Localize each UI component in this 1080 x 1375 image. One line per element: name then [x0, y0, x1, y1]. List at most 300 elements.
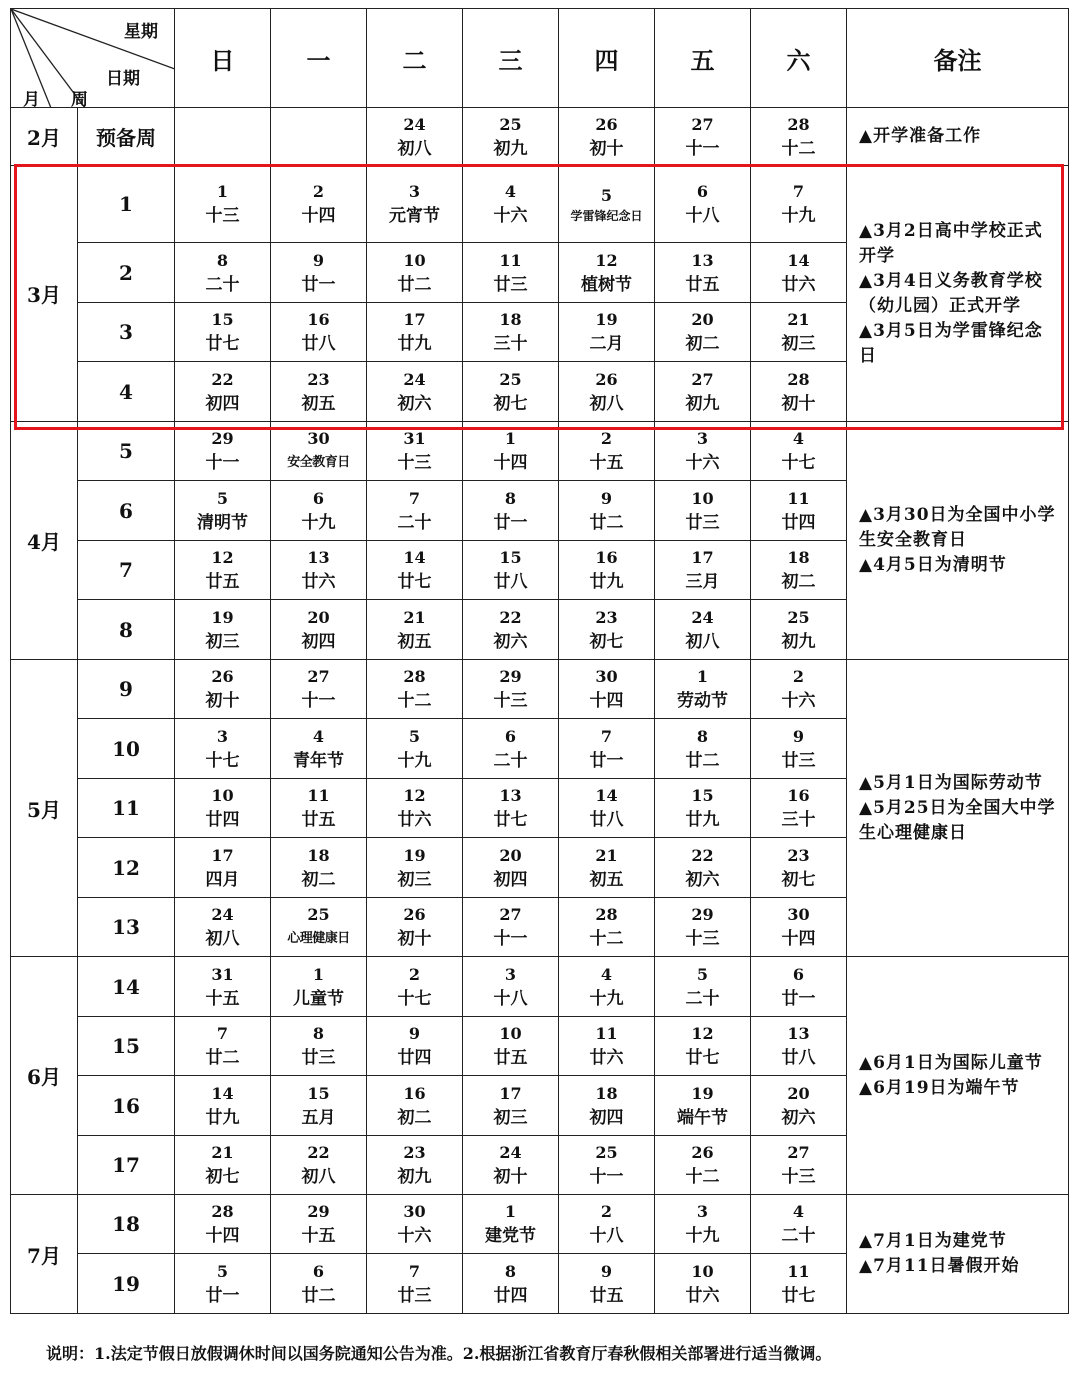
- lunar-date: 三月: [685, 572, 720, 592]
- week-row: [11, 1195, 1069, 1254]
- day-number: 13: [499, 786, 522, 805]
- lunar-date: 十三: [205, 206, 240, 226]
- day-number: 7: [600, 726, 613, 746]
- lunar-date: 廿三: [781, 750, 816, 771]
- day-number: 28: [403, 667, 426, 686]
- lunar-date: 十一: [685, 138, 720, 159]
- lunar-date: 初四: [589, 1107, 624, 1128]
- day-cell: [655, 898, 751, 957]
- week-number: 19: [78, 1254, 175, 1314]
- day-cell: [175, 1195, 271, 1254]
- lunar-date: 廿八: [493, 572, 528, 592]
- day-cell: [271, 719, 367, 779]
- day-number: 19: [211, 607, 234, 627]
- day-number: 4: [504, 182, 517, 201]
- lunar-date: 廿六: [685, 1285, 720, 1306]
- note-item: ▲3月2日高中学校正式开学: [859, 220, 1043, 266]
- day-number: 14: [211, 1083, 234, 1103]
- week-number: 2: [78, 243, 175, 303]
- lunar-date: 廿三: [397, 1285, 432, 1306]
- header-day-sun: 日: [175, 9, 271, 108]
- month-notes: [847, 660, 1069, 957]
- day-cell: [271, 422, 367, 481]
- lunar-date: 十六: [493, 206, 528, 226]
- lunar-date: 五月: [301, 1107, 336, 1128]
- day-cell: [271, 541, 367, 600]
- day-number: 10: [403, 250, 426, 270]
- day-cell: [175, 898, 271, 957]
- day-cell: [559, 541, 655, 600]
- day-number: 12: [691, 1024, 714, 1043]
- header-day-sat: 六: [751, 9, 847, 108]
- day-number: 3: [504, 964, 517, 984]
- day-cell: [751, 1136, 847, 1195]
- lunar-date: 廿一: [781, 988, 816, 1009]
- lunar-date: 廿三: [301, 1048, 336, 1068]
- lunar-date: 廿三: [493, 274, 528, 295]
- day-cell: [751, 481, 847, 541]
- lunar-date: 廿五: [301, 810, 336, 830]
- lunar-date: 十三: [685, 929, 720, 949]
- week-number: 11: [78, 779, 175, 838]
- day-number: 9: [312, 250, 325, 270]
- day-cell: [655, 779, 751, 838]
- lunar-date: 十八: [685, 206, 720, 226]
- lunar-date: 十八: [493, 988, 528, 1009]
- day-cell: [751, 600, 847, 660]
- day-number: 8: [696, 726, 709, 746]
- day-cell: [367, 898, 463, 957]
- lunar-date: 廿四: [397, 1048, 432, 1068]
- day-cell: [655, 719, 751, 779]
- day-number: 15: [307, 1083, 330, 1103]
- header-day-fri: 五: [655, 9, 751, 108]
- lunar-date: 十三: [781, 1167, 816, 1187]
- day-number: 21: [595, 845, 618, 865]
- day-number: 29: [691, 905, 714, 924]
- lunar-date: 初十: [781, 393, 816, 414]
- day-cell: [559, 1076, 655, 1136]
- week-number: 15: [78, 1017, 175, 1076]
- lunar-date: 十四: [493, 453, 528, 473]
- day-number: 17: [403, 310, 426, 329]
- lunar-date: 廿一: [589, 750, 624, 771]
- lunar-date: 十三: [493, 691, 528, 711]
- month-label: 2月: [11, 108, 78, 166]
- month-label: 7月: [11, 1195, 78, 1314]
- lunar-date: 十五: [301, 1226, 336, 1246]
- day-number: 10: [691, 488, 714, 508]
- day-cell: [367, 362, 463, 422]
- day-number: 21: [211, 1143, 234, 1162]
- day-cell: [175, 303, 271, 362]
- day-number: 5: [216, 488, 229, 508]
- day-cell: [463, 1076, 559, 1136]
- lunar-date: 初六: [685, 869, 720, 890]
- day-number: 1: [696, 667, 709, 686]
- day-cell: [751, 1195, 847, 1254]
- lunar-date: 初八: [397, 138, 432, 159]
- day-number: 13: [307, 548, 330, 567]
- day-number: 23: [787, 845, 810, 865]
- day-cell: [751, 243, 847, 303]
- day-number: 1: [312, 964, 325, 984]
- day-cell: [655, 660, 751, 719]
- day-cell: [367, 1076, 463, 1136]
- lunar-date: 二月: [589, 334, 624, 354]
- month-label: 4月: [11, 422, 78, 660]
- week-number: 13: [78, 898, 175, 957]
- lunar-date: 廿六: [589, 1048, 624, 1068]
- day-cell: [559, 243, 655, 303]
- lunar-date: 十一: [205, 453, 240, 473]
- day-number: 1: [504, 429, 517, 448]
- day-number: 7: [408, 1261, 421, 1281]
- day-number: 24: [499, 1143, 522, 1162]
- day-cell: [655, 362, 751, 422]
- lunar-date: 初七: [493, 393, 528, 414]
- day-number: 30: [787, 905, 810, 924]
- day-number: 28: [595, 905, 618, 924]
- day-number: 11: [787, 488, 810, 508]
- day-number: 2: [600, 1202, 613, 1221]
- day-cell: [655, 600, 751, 660]
- week-number: 8: [78, 600, 175, 660]
- lunar-date: 廿一: [205, 1285, 240, 1306]
- note-item: ▲6月1日为国际儿童节: [859, 1052, 1043, 1073]
- day-number: 20: [787, 1083, 810, 1103]
- note-item: ▲7月11日暑假开始: [859, 1256, 1020, 1276]
- day-number: 27: [499, 905, 522, 924]
- day-cell: [559, 108, 655, 166]
- day-cell: [751, 108, 847, 166]
- lunar-date: 廿七: [205, 334, 240, 354]
- lunar-date: 清明节: [197, 512, 248, 533]
- note-item: ▲7月1日为建党节: [859, 1231, 1007, 1251]
- day-number: 21: [403, 607, 426, 627]
- day-number: 25: [595, 1143, 618, 1162]
- lunar-date: 初十: [589, 138, 624, 159]
- day-number: 7: [408, 488, 421, 508]
- day-number: 2: [600, 429, 613, 448]
- day-number: 4: [312, 726, 325, 746]
- day-cell: [367, 838, 463, 898]
- day-cell: [751, 541, 847, 600]
- week-number: 4: [78, 362, 175, 422]
- month-label: 5月: [11, 660, 78, 957]
- lunar-date: 三十: [493, 334, 528, 354]
- day-number: 26: [595, 369, 618, 389]
- lunar-date: 初二: [685, 334, 720, 354]
- week-row: [11, 660, 1069, 719]
- day-number: 16: [787, 786, 810, 805]
- day-number: 2: [792, 667, 805, 686]
- day-cell: [463, 957, 559, 1017]
- lunar-date: 二十: [397, 512, 432, 533]
- day-cell: [751, 303, 847, 362]
- day-cell: [559, 166, 655, 243]
- day-cell: [463, 600, 559, 660]
- lunar-date: 十五: [589, 453, 624, 473]
- lunar-date: 十九: [301, 512, 336, 533]
- day-number: 3: [408, 182, 421, 201]
- day-number: 27: [307, 667, 330, 686]
- lunar-date: 植树节: [581, 274, 632, 295]
- day-cell: [655, 541, 751, 600]
- school-calendar-table: [10, 8, 1069, 1314]
- day-number: 2: [312, 182, 325, 201]
- week-number: 6: [78, 481, 175, 541]
- lunar-date: 廿五: [589, 1285, 624, 1306]
- week-number: 7: [78, 541, 175, 600]
- day-cell: [271, 166, 367, 243]
- day-cell: [367, 1136, 463, 1195]
- week-number: 预备周: [78, 108, 175, 166]
- day-cell: [367, 779, 463, 838]
- day-cell: [751, 1254, 847, 1314]
- day-number: 9: [408, 1024, 421, 1043]
- day-cell: [367, 108, 463, 166]
- week-row: [11, 957, 1069, 1017]
- lunar-date: 心理健康日: [287, 931, 350, 946]
- lunar-date: 廿六: [397, 810, 432, 830]
- day-cell: [463, 108, 559, 166]
- day-number: 17: [691, 548, 714, 567]
- note-item: ▲3月5日为学雷锋纪念日: [859, 320, 1043, 366]
- day-cell: [655, 1076, 751, 1136]
- lunar-date: 廿五: [685, 274, 720, 295]
- day-cell: [367, 422, 463, 481]
- lunar-date: 廿二: [685, 750, 720, 771]
- day-cell: [271, 108, 367, 166]
- day-number: 21: [787, 310, 810, 329]
- lunar-date: 二十: [685, 988, 720, 1009]
- day-number: 17: [211, 845, 234, 865]
- day-number: 26: [403, 905, 426, 924]
- day-number: 8: [504, 1261, 517, 1281]
- day-cell: [751, 838, 847, 898]
- month-label: 3月: [11, 166, 78, 422]
- day-cell: [367, 1195, 463, 1254]
- week-number: 16: [78, 1076, 175, 1136]
- day-number: 5: [216, 1261, 229, 1281]
- week-row: [11, 166, 1069, 243]
- day-number: 19: [595, 310, 618, 329]
- day-number: 3: [696, 429, 709, 448]
- day-cell: [463, 303, 559, 362]
- lunar-date: 元宵节: [389, 206, 440, 226]
- day-number: 5: [408, 726, 421, 746]
- lunar-date: 初三: [493, 1107, 528, 1128]
- lunar-date: 初二: [781, 572, 816, 592]
- lunar-date: 廿二: [205, 1048, 240, 1068]
- day-cell: [367, 1017, 463, 1076]
- day-cell: [367, 600, 463, 660]
- day-number: 24: [403, 369, 426, 389]
- day-number: 1: [504, 1202, 517, 1221]
- day-number: 1: [216, 182, 229, 201]
- day-cell: [367, 243, 463, 303]
- lunar-date: 初十: [205, 691, 240, 711]
- day-number: 10: [691, 1261, 714, 1281]
- day-number: 23: [403, 1143, 426, 1162]
- day-number: 5: [600, 185, 613, 205]
- lunar-date: 四月: [205, 869, 240, 890]
- day-cell: [655, 1254, 751, 1314]
- day-number: 2: [408, 964, 421, 984]
- day-cell: [175, 660, 271, 719]
- day-cell: [559, 1136, 655, 1195]
- day-cell: [271, 1017, 367, 1076]
- day-cell: [751, 422, 847, 481]
- day-number: 9: [600, 1261, 613, 1281]
- corner-cell: [11, 9, 175, 108]
- lunar-date: 廿三: [685, 512, 720, 533]
- lunar-date: 初八: [301, 1167, 336, 1187]
- lunar-date: 十九: [589, 988, 624, 1009]
- day-cell: [559, 957, 655, 1017]
- day-number: 25: [499, 369, 522, 389]
- day-number: 31: [403, 429, 426, 448]
- day-number: 15: [211, 310, 234, 329]
- day-cell: [463, 1017, 559, 1076]
- day-number: 10: [211, 786, 234, 805]
- day-number: 24: [691, 607, 714, 627]
- day-cell: [271, 660, 367, 719]
- day-number: 26: [211, 667, 234, 686]
- lunar-date: 初二: [397, 1107, 432, 1128]
- day-cell: [367, 166, 463, 243]
- day-cell: [271, 1254, 367, 1314]
- day-cell: [559, 362, 655, 422]
- day-cell: [367, 957, 463, 1017]
- month-notes: [847, 1195, 1069, 1314]
- lunar-date: 十六: [397, 1226, 432, 1246]
- day-cell: [367, 541, 463, 600]
- lunar-date: 十五: [205, 988, 240, 1009]
- week-row: [11, 108, 1069, 166]
- day-cell: [175, 1136, 271, 1195]
- day-number: 11: [595, 1024, 618, 1043]
- day-number: 19: [403, 845, 426, 865]
- day-number: 7: [792, 182, 805, 201]
- day-number: 27: [787, 1143, 810, 1162]
- day-cell: [559, 1017, 655, 1076]
- day-cell: [751, 362, 847, 422]
- header-day-thu: 四: [559, 9, 655, 108]
- lunar-date: 十三: [397, 453, 432, 473]
- lunar-date: 廿九: [205, 1107, 240, 1128]
- lunar-date: 劳动节: [677, 691, 728, 711]
- lunar-date: 儿童节: [293, 988, 344, 1009]
- day-number: 12: [211, 548, 234, 567]
- day-cell: [271, 362, 367, 422]
- day-number: 14: [595, 786, 618, 805]
- day-cell: [559, 481, 655, 541]
- corner-week-label: 周: [71, 90, 88, 108]
- day-cell: [655, 422, 751, 481]
- day-number: 28: [787, 369, 810, 389]
- day-cell: [559, 422, 655, 481]
- lunar-date: 廿五: [205, 572, 240, 592]
- header-notes: 备注: [847, 9, 1069, 108]
- lunar-date: 建党节: [485, 1226, 536, 1246]
- note-item: ▲4月5日为清明节: [859, 555, 1007, 575]
- day-number: 16: [307, 310, 330, 329]
- day-cell: [175, 243, 271, 303]
- day-cell: [559, 1195, 655, 1254]
- lunar-date: 廿四: [493, 1285, 528, 1306]
- day-cell: [175, 166, 271, 243]
- note-item: ▲开学准备工作: [859, 126, 982, 146]
- day-cell: [655, 838, 751, 898]
- header-row: [11, 9, 1069, 108]
- corner-date-label: 日期: [106, 69, 140, 89]
- lunar-date: 十一: [493, 929, 528, 949]
- day-cell: [463, 719, 559, 779]
- day-number: 24: [403, 114, 426, 134]
- day-cell: [559, 719, 655, 779]
- day-cell: [655, 243, 751, 303]
- day-cell: [655, 166, 751, 243]
- lunar-date: 初四: [301, 631, 336, 652]
- week-number: 5: [78, 422, 175, 481]
- day-number: 3: [696, 1202, 709, 1221]
- day-cell: [271, 779, 367, 838]
- day-number: 29: [307, 1202, 330, 1221]
- note-item: ▲3月4日义务教育学校（幼儿园）正式开学: [859, 270, 1043, 316]
- lunar-date: 学雷锋纪念日: [570, 208, 643, 223]
- day-cell: [271, 1195, 367, 1254]
- day-number: 24: [211, 905, 234, 924]
- header-day-wed: 三: [463, 9, 559, 108]
- day-cell: [655, 303, 751, 362]
- lunar-date: 廿六: [301, 572, 336, 592]
- day-cell: [751, 1017, 847, 1076]
- day-number: 6: [792, 964, 805, 984]
- day-number: 5: [696, 964, 709, 984]
- lunar-date: 廿二: [397, 274, 432, 295]
- lunar-date: 廿八: [781, 1048, 816, 1068]
- lunar-date: 廿九: [685, 810, 720, 830]
- lunar-date: 初九: [493, 138, 528, 159]
- lunar-date: 廿七: [781, 1285, 816, 1306]
- header-day-mon: 一: [271, 9, 367, 108]
- day-number: 27: [691, 369, 714, 389]
- day-number: 28: [787, 114, 810, 134]
- day-number: 11: [307, 786, 330, 805]
- day-cell: [271, 243, 367, 303]
- lunar-date: 初四: [493, 869, 528, 890]
- day-cell: [367, 660, 463, 719]
- lunar-date: 廿四: [781, 512, 816, 533]
- day-number: 15: [691, 786, 714, 805]
- lunar-date: 廿一: [301, 274, 336, 295]
- day-cell: [655, 1017, 751, 1076]
- lunar-date: 十四: [205, 1226, 240, 1246]
- day-cell: [463, 481, 559, 541]
- day-number: 7: [216, 1024, 229, 1043]
- day-number: 8: [312, 1024, 325, 1043]
- lunar-date: 十六: [685, 453, 720, 473]
- day-cell: [175, 719, 271, 779]
- day-number: 18: [307, 845, 330, 865]
- day-number: 23: [307, 369, 330, 389]
- lunar-date: 十七: [781, 453, 816, 473]
- lunar-date: 十二: [397, 691, 432, 711]
- day-cell: [559, 303, 655, 362]
- day-number: 11: [787, 1261, 810, 1281]
